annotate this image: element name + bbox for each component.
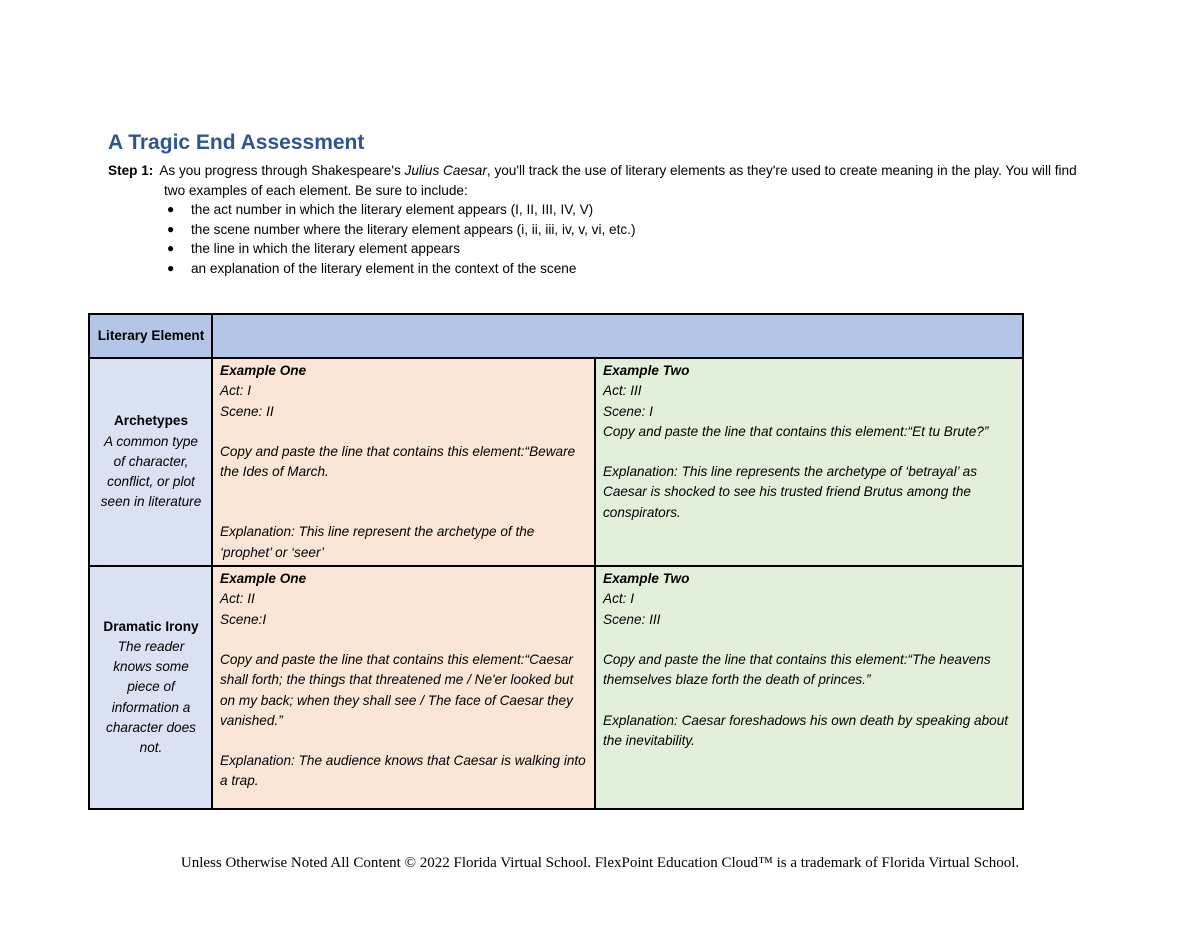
- step-paragraph: [108, 161, 1098, 200]
- assessment-table: [88, 313, 1024, 810]
- example-line: Copy and paste the line that contains this element:“Beware the Ides of March.: [220, 443, 576, 480]
- element-name: Dramatic Irony: [103, 618, 199, 634]
- example-act: Act: I: [603, 591, 634, 607]
- example-one-cell[interactable]: [212, 358, 595, 566]
- example-scene: Scene:I: [220, 611, 267, 627]
- header-blank: [212, 314, 1023, 358]
- list-item: ● an explanation of the literary element in the context of the scene: [164, 259, 1098, 279]
- example-explanation: Explanation: This line represent the archetype of the ‘prophet’ or ‘seer’: [220, 524, 535, 560]
- example-line: Copy and paste the line that contains this element:“Caesar shall forth; the things that threatened me / Ne'er looked but on my back; when they shall see / The face of Caesar they vanished.”: [220, 651, 574, 728]
- example-act: Act: I: [220, 383, 251, 399]
- example-explanation: Explanation: This line represents the archetype of ‘betrayal’ as Caesar is shocked to see his trusted friend Brutus among the conspirators.: [603, 464, 978, 520]
- copyright-footer: Unless Otherwise Noted All Content © 2022 Florida Virtual School. FlexPoint Education Cloud™ is a trademark of Florida Virtual School.: [180, 855, 1020, 871]
- example-line: Copy and paste the line that contains this element:“Et tu Brute?”: [603, 423, 989, 439]
- example-heading: Example One: [220, 363, 307, 378]
- example-heading: Example Two: [603, 571, 690, 587]
- step-text-after: , you'll track the use of literary elements as they're used to create meaning in the play. You will find two examples of each element. Be sure to include:: [164, 163, 1077, 198]
- example-heading: Example One: [220, 571, 307, 587]
- example-scene: Scene: I: [603, 403, 653, 419]
- header-literary-element: Literary Element: [89, 314, 212, 358]
- element-definition: A common type of character, conflict, or plot seen in literature: [100, 433, 202, 510]
- example-one-cell[interactable]: [212, 566, 595, 809]
- table-row: [89, 566, 1023, 809]
- example-line: Copy and paste the line that contains this element:“The heavens themselves blaze forth the death of princes.”: [603, 651, 991, 688]
- example-scene: Scene: II: [220, 403, 274, 419]
- table-row: [89, 358, 1023, 566]
- step-label: Step 1:: [108, 163, 154, 178]
- example-act: Act: II: [220, 591, 255, 607]
- element-cell-archetypes: [89, 358, 212, 566]
- example-two-cell[interactable]: [595, 358, 1023, 566]
- bullet-icon: ●: [167, 241, 175, 255]
- element-name: Archetypes: [113, 413, 189, 429]
- bullet-icon: ●: [167, 202, 175, 216]
- instructions: [108, 161, 1098, 278]
- bullet-icon: ●: [167, 260, 175, 275]
- list-item: ● the act number in which the literary element appears (I, II, III, IV, V): [164, 200, 1098, 220]
- element-cell-dramatic-irony: [89, 566, 212, 809]
- example-scene: Scene: III: [603, 611, 661, 627]
- table-header-row: [89, 314, 1023, 358]
- page-title: A Tragic End Assessment: [108, 131, 365, 154]
- step-text-before: As you progress through Shakespeare's: [159, 163, 401, 178]
- example-explanation: Explanation: Caesar foreshadows his own death by speaking about the inevitability.: [603, 712, 1009, 748]
- list-item: ● the line in which the literary element appears: [164, 239, 1098, 259]
- example-explanation: Explanation: The audience knows that Caesar is walking into a trap.: [220, 753, 586, 789]
- example-heading: Example Two: [603, 363, 690, 378]
- example-act: Act: III: [603, 383, 642, 399]
- list-item: ● the scene number where the literary element appears (i, ii, iii, iv, v, vi, etc.): [164, 220, 1098, 240]
- requirements-list: [108, 200, 1098, 278]
- bullet-icon: ●: [167, 221, 175, 236]
- play-title: Julius Caesar: [404, 163, 487, 178]
- example-two-cell[interactable]: [595, 566, 1023, 809]
- element-definition: The reader knows some piece of information a character does not.: [106, 638, 196, 756]
